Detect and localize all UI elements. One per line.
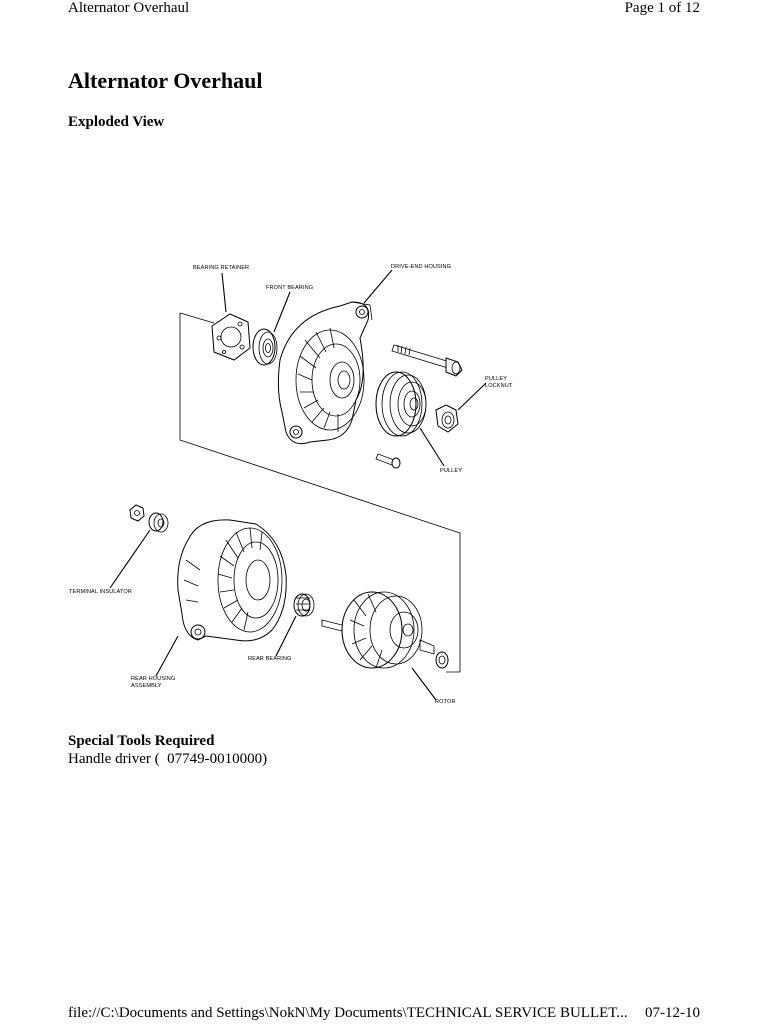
label-pulley: PULLEY [440,468,463,474]
label-rear-housing-line2: ASSEMBLY [131,683,162,689]
small-bolt [376,454,400,468]
pulley-locknut-part [436,405,458,432]
label-pulley-locknut-line1: PULLEY [485,376,508,382]
pulley-part [376,372,426,436]
rotor-part [322,592,448,668]
header-doc-title: Alternator Overhaul [68,0,190,16]
rear-bearing-part [294,594,314,616]
front-bearing-part [253,329,277,365]
special-tool-item: Handle driver ( 07749-0010000) [68,751,268,767]
rear-housing-part [178,520,287,641]
through-bolt-long [392,345,462,376]
label-rear-bearing: REAR BEARING [248,656,292,662]
label-bearing-retainer: BEARING RETAINER [193,265,250,271]
label-drive-end-housing: DRIVE-END HOUSING [391,264,452,270]
page-title: Alternator Overhaul [68,68,263,93]
footer-file-path: file://C:\Documents and Settings\NokN\My Documents\TECHNICAL SERVICE BULLET... [68,1005,628,1021]
label-rotor: ROTOR [435,699,456,705]
special-tools-title: Special Tools Required [68,733,215,749]
bearing-retainer-part [212,314,250,360]
drive-end-housing-part [278,302,372,444]
footer-date: 07-12-10 [645,1005,700,1021]
section-title-exploded-view: Exploded View [68,114,165,130]
label-terminal-insulator: TERMINAL INSULATOR [69,589,132,595]
label-pulley-locknut-line2: LOCKNUT [485,383,513,389]
label-rear-housing-line1: REAR HOUSING [131,676,176,682]
label-front-bearing: FRONT BEARING [266,285,314,291]
terminal-insulator-part [130,505,168,532]
page-indicator: Page 1 of 12 [624,0,700,16]
